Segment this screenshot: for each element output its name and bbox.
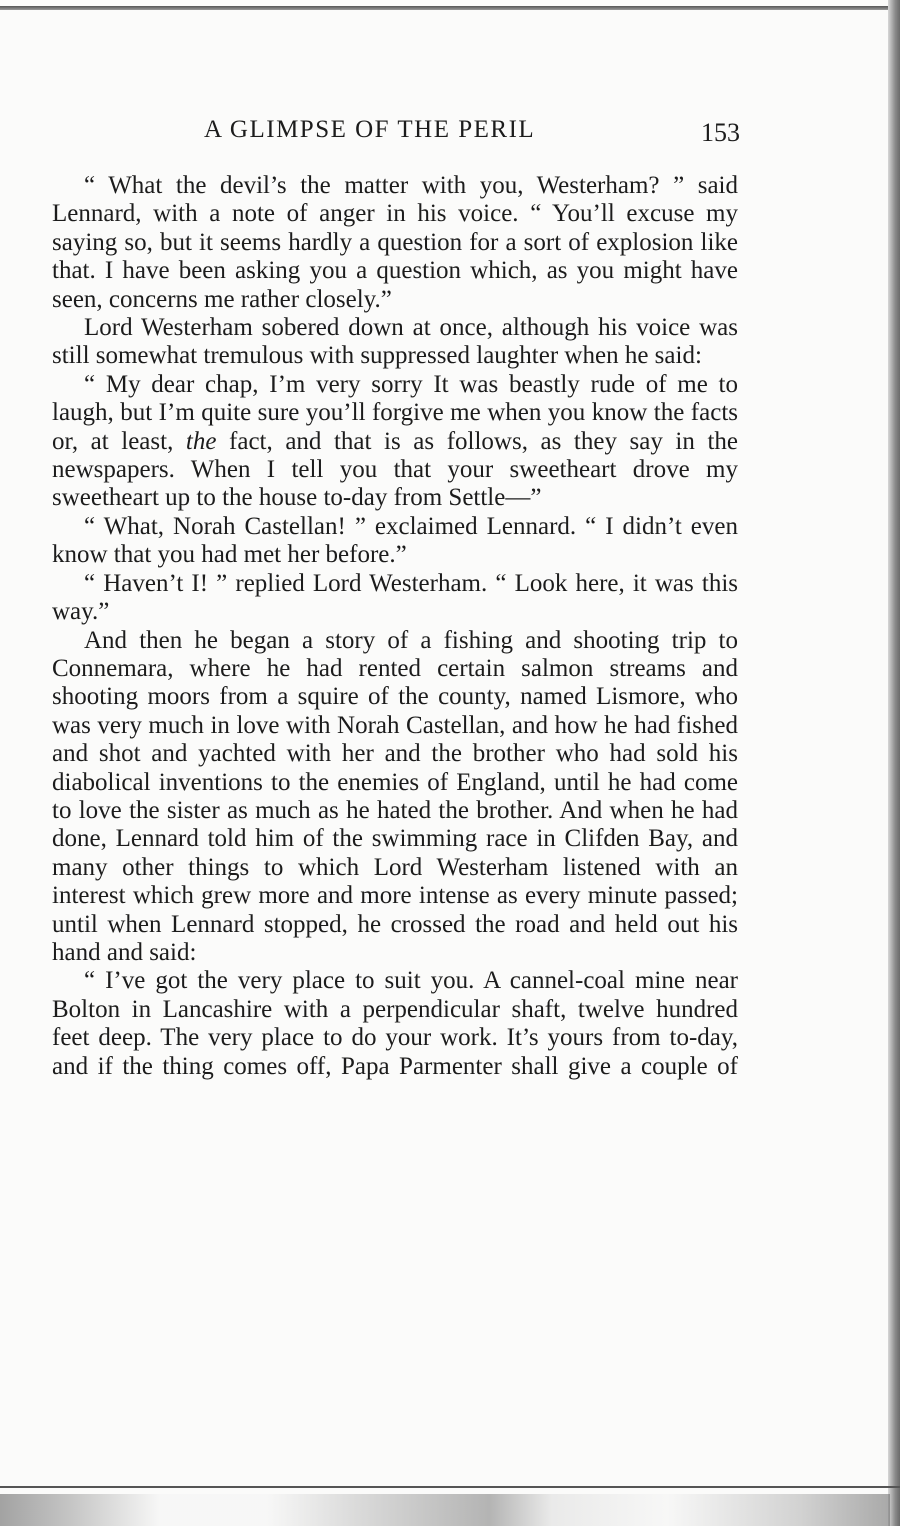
paragraph-text: “ My dear chap, I’m very sorry It was beastly rude of me to laugh, but I’m quite sure you’ll forgive me when you know the facts or, at least, [52, 370, 738, 455]
paragraph: And then he began a story of a fishing and shooting trip to Connemara, where he had rented certain salmon streams and shooting moors from a squire of the county, named Lismore, who was very much in love with Norah Castellan, and how he had fished and shot and yachted with her and the brother who had sold his diabolical inventions to the enemies of England, until he had come to love the sister as much as he hated the brother. And when he had done, Lennard told him of the swimming race in Clifden Bay, and many other things to which Lord Westerham listened with an interest which grew more and more intense as every minute passed; until when Lennard stopped, he crossed the road and held out his hand and said: [52, 626, 738, 966]
paragraph: “ Haven’t I! ” replied Lord Westerham. “ Look here, it was this way.” [52, 569, 738, 626]
scan-bottom-smudge [0, 1494, 890, 1526]
page-number: 153 [701, 118, 740, 147]
running-title: A GLIMPSE OF THE PERIL [204, 116, 536, 143]
scan-bottom-border [0, 1486, 900, 1488]
paragraph [52, 371, 738, 513]
paragraph: “ I’ve got the very place to suit you. A cannel-coal mine near Bolton in Lancashire with a perpendicular shaft, twelve hundred feet deep. The very place to do your work. It’s yours from to-day, and if the thing comes off, Papa Parmenter shall give a couple of [52, 967, 738, 1080]
paragraph: “ What the devil’s the matter with you, Westerham? ” said Lennard, with a note of anger in his voice. “ You’ll excuse my saying so, but it seems hardly a question for a sort of explosion like that. I have been asking you a question which, as you might have seen, concerns me rather closely.” [52, 172, 738, 313]
running-head [52, 116, 740, 152]
paragraph-text: fact, and that is as follows, as they say in the newspapers. When I tell you that your sweetheart drove my sweetheart up to the house to-day from Settle—” [52, 427, 738, 512]
paragraph: “ What, Norah Castellan! ” exclaimed Lennard. “ I didn’t even know that you had met her before.” [52, 512, 738, 569]
emphasized-word: the [185, 427, 217, 455]
body-text [52, 172, 738, 1081]
paragraph: Lord Westerham sobered down at once, although his voice was still somewhat tremulous with suppressed laughter when he said: [52, 314, 738, 370]
scan-right-edge [888, 0, 900, 1526]
scan-top-border [0, 6, 900, 10]
